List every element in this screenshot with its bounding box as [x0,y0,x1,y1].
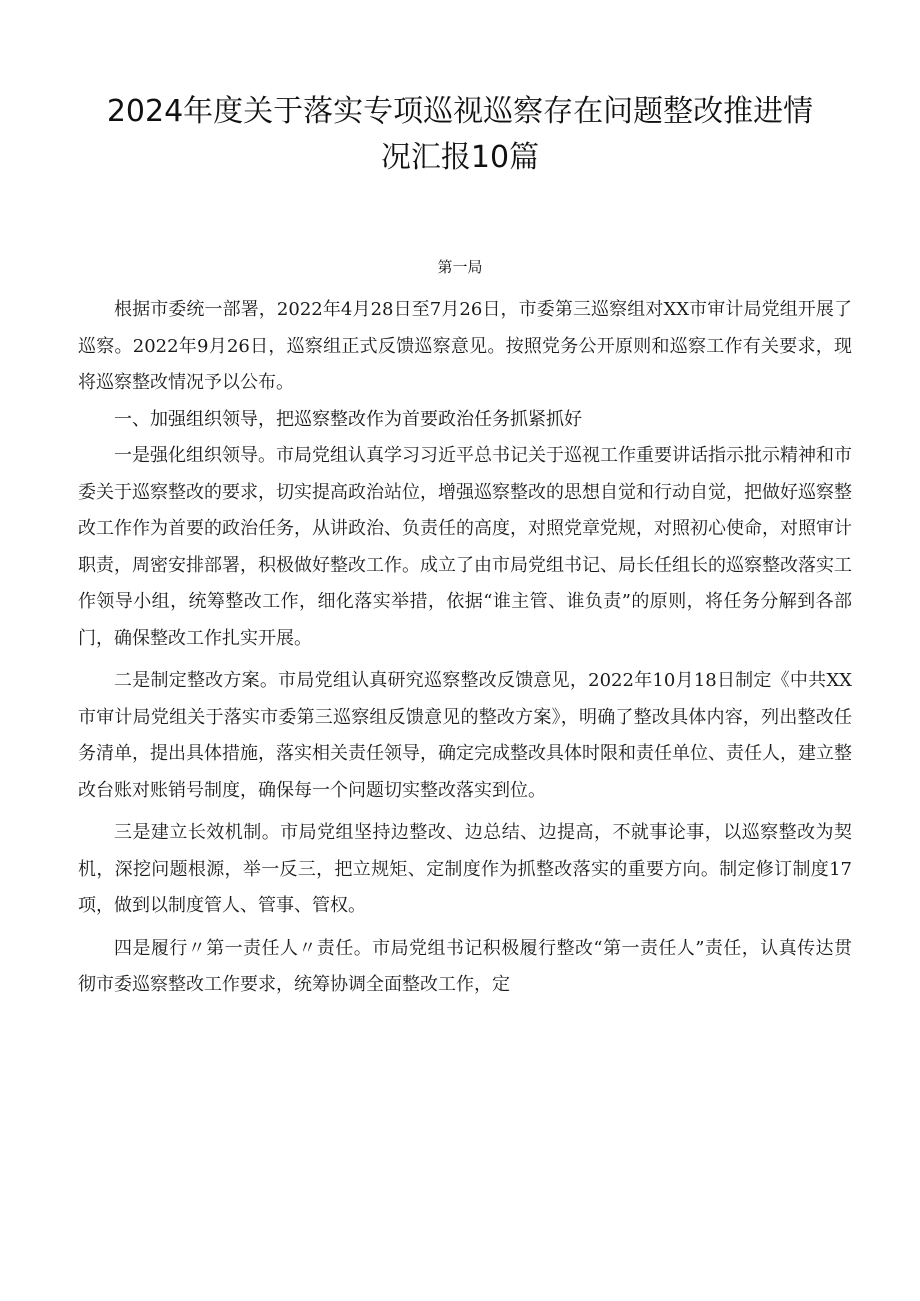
section-label: 第一局 [437,258,483,276]
document-body [78,292,852,1004]
paragraph-item-3: 三是建立长效机制。市局党组坚持边整改、边总结、边提高，不就事论事，以巡察整改为契机，深挖问题根源，举一反三，把立规矩、定制度作为抓整改落实的重要方向。制定修订制度17项，做到以制度管人、管事、管权。 [78,822,852,916]
title-line-1: 2024年度关于落实专项巡视巡察存在问题整改推进情 [106,94,814,129]
section-heading-1: 一、加强组织领导，把巡察整改作为首要政治任务抓紧抓好 [114,408,582,430]
title-line-2: 况汇报10篇 [380,140,540,175]
paragraph-intro: 根据市委统一部署，2022年4月28日至7月26日，市委第三巡察组对XX市审计局党组开展了巡察。2022年9月26日，巡察组正式反馈巡察意见。按照党务公开原则和巡察工作有关要求，现将巡察整改情况予以公布。 [78,299,852,393]
document-title [70,89,850,181]
paragraph-item-1: 一是强化组织领导。市局党组认真学习习近平总书记关于巡视工作重要讲话指示批示精神和市委关于巡察整改的要求，切实提高政治站位，增强巡察整改的思想自觉和行动自觉，把做好巡察整改工作作为首要的政治任务，从讲政治、负责任的高度，对照党章党规，对照初心使命，对照审计职责，周密安排部署，积极做好整改工作。成立了由市局党组书记、局长任组长的巡察整改落实工作领导小组，统筹整改工作，细化落实举措，依据“谁主管、谁负责”的原则，将任务分解到各部门，确保整改工作扎实开展。 [78,445,852,649]
paragraph-item-2: 二是制定整改方案。市局党组认真研究巡察整改反馈意见，2022年10月18日制定《中共XX市审计局党组关于落实市委第三巡察组反馈意见的整改方案》，明确了整改具体内容，列出整改任务清单，提出具体措施，落实相关责任领导，确定完成整改具体时限和责任单位、责任人，建立整改台账对账销号制度，确保每一个问题切实整改落实到位。 [78,670,852,801]
paragraph-item-4: 四是履行〃第一责任人〃责任。市局党组书记积极履行整改“第一责任人”责任，认真传达贯彻市委巡察整改工作要求，统筹协调全面整改工作，定 [78,937,852,995]
